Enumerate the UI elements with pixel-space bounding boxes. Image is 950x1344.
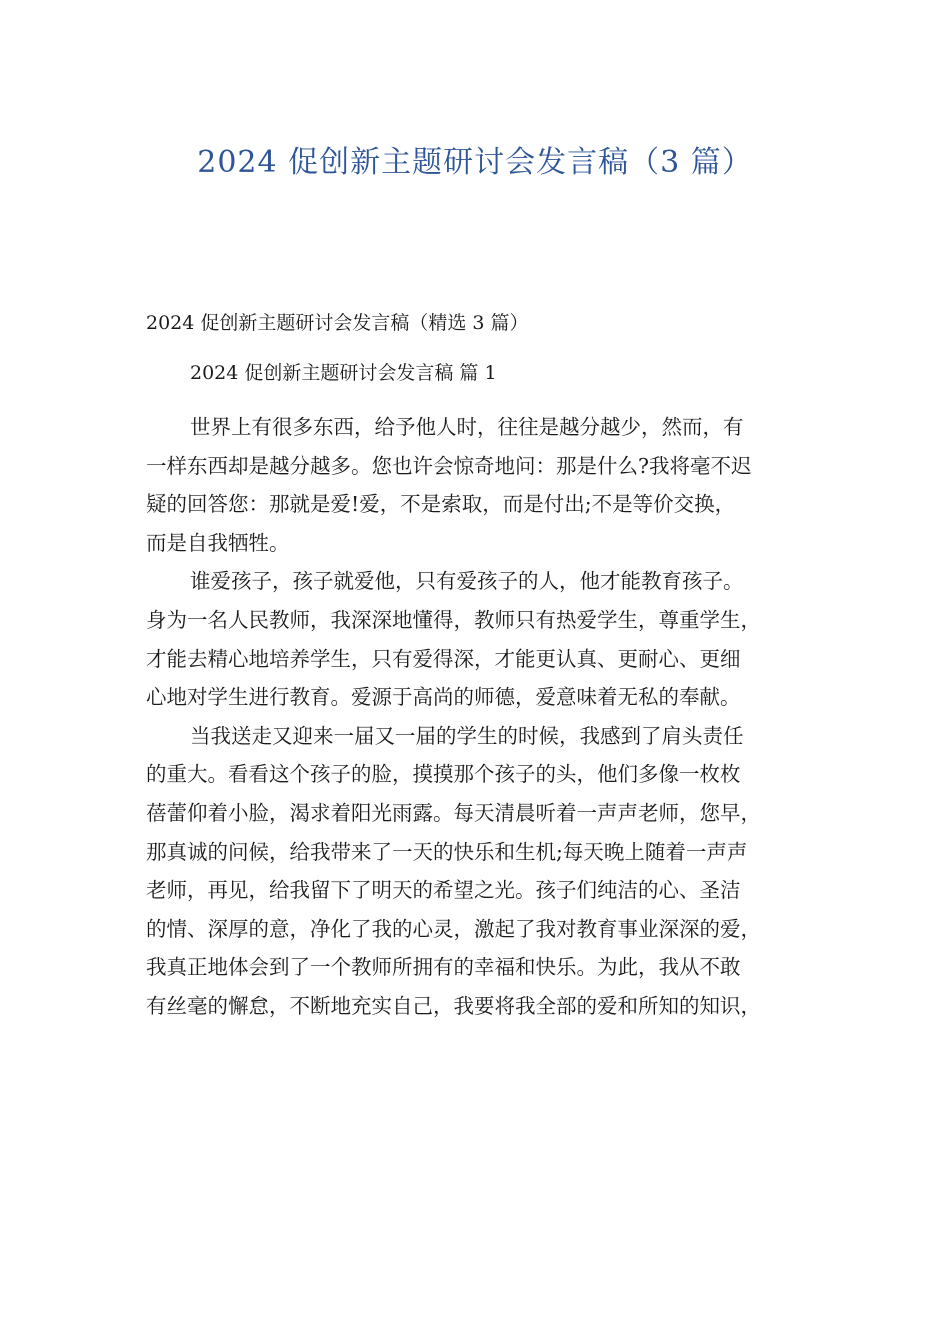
paragraph-line: 谁爱孩子，孩子就爱他，只有爱孩子的人，他才能教育孩子。 xyxy=(190,569,744,594)
paragraph-line: 才能去精心地培养学生，只有爱得深，才能更认真、更耐心、更细 xyxy=(146,646,741,671)
section-heading: 2024 促创新主题研讨会发言稿 篇 1 xyxy=(190,362,497,384)
paragraph-line: 的重大。看看这个孩子的脸，摸摸那个孩子的头，他们多像一枚枚 xyxy=(146,762,741,787)
paragraph-line: 有丝毫的懈怠，不断地充实自己，我要将我全部的爱和所知的知识， xyxy=(146,993,761,1018)
document-title: 2024 促创新主题研讨会发言稿（3 篇） xyxy=(197,145,753,180)
paragraph-line: 我真正地体会到了一个教师所拥有的幸福和快乐。为此，我从不敢 xyxy=(146,955,741,980)
paragraph-1 xyxy=(146,408,836,562)
document-body xyxy=(146,408,836,1026)
document-subtitle: 2024 促创新主题研讨会发言稿（精选 3 篇） xyxy=(146,312,529,334)
paragraph-2 xyxy=(146,562,836,716)
paragraph-line: 世界上有很多东西，给予他人时，往往是越分越少，然而，有 xyxy=(190,415,744,439)
paragraph-line: 心地对学生进行教育。爱源于高尚的师德，爱意味着无私的奉献。 xyxy=(146,685,741,710)
paragraph-line: 身为一名人民教师，我深深地懂得，教师只有热爱学生，尊重学生， xyxy=(146,607,761,632)
paragraph-line: 的情、深厚的意，净化了我的心灵，激起了我对教育事业深深的爱， xyxy=(146,916,761,941)
paragraph-line: 当我送走又迎来一届又一届的学生的时候，我感到了肩头责任 xyxy=(190,723,744,748)
paragraph-line: 疑的回答您：那就是爱!爱，不是索取，而是付出;不是等价交换， xyxy=(146,492,736,517)
paragraph-line: 蓓蕾仰着小脸，渴求着阳光雨露。每天清晨听着一声声老师，您早， xyxy=(146,800,761,825)
paragraph-line: 一样东西却是越分越多。您也许会惊奇地问：那是什么?我将毫不迟 xyxy=(146,453,752,478)
paragraph-line: 那真诚的问候，给我带来了一天的快乐和生机;每天晚上随着一声声 xyxy=(146,839,748,864)
paragraph-3 xyxy=(146,717,836,1026)
paragraph-line: 而是自我牺牲。 xyxy=(146,530,290,555)
paragraph-line: 老师，再见，给我留下了明天的希望之光。孩子们纯洁的心、圣洁 xyxy=(146,878,741,903)
